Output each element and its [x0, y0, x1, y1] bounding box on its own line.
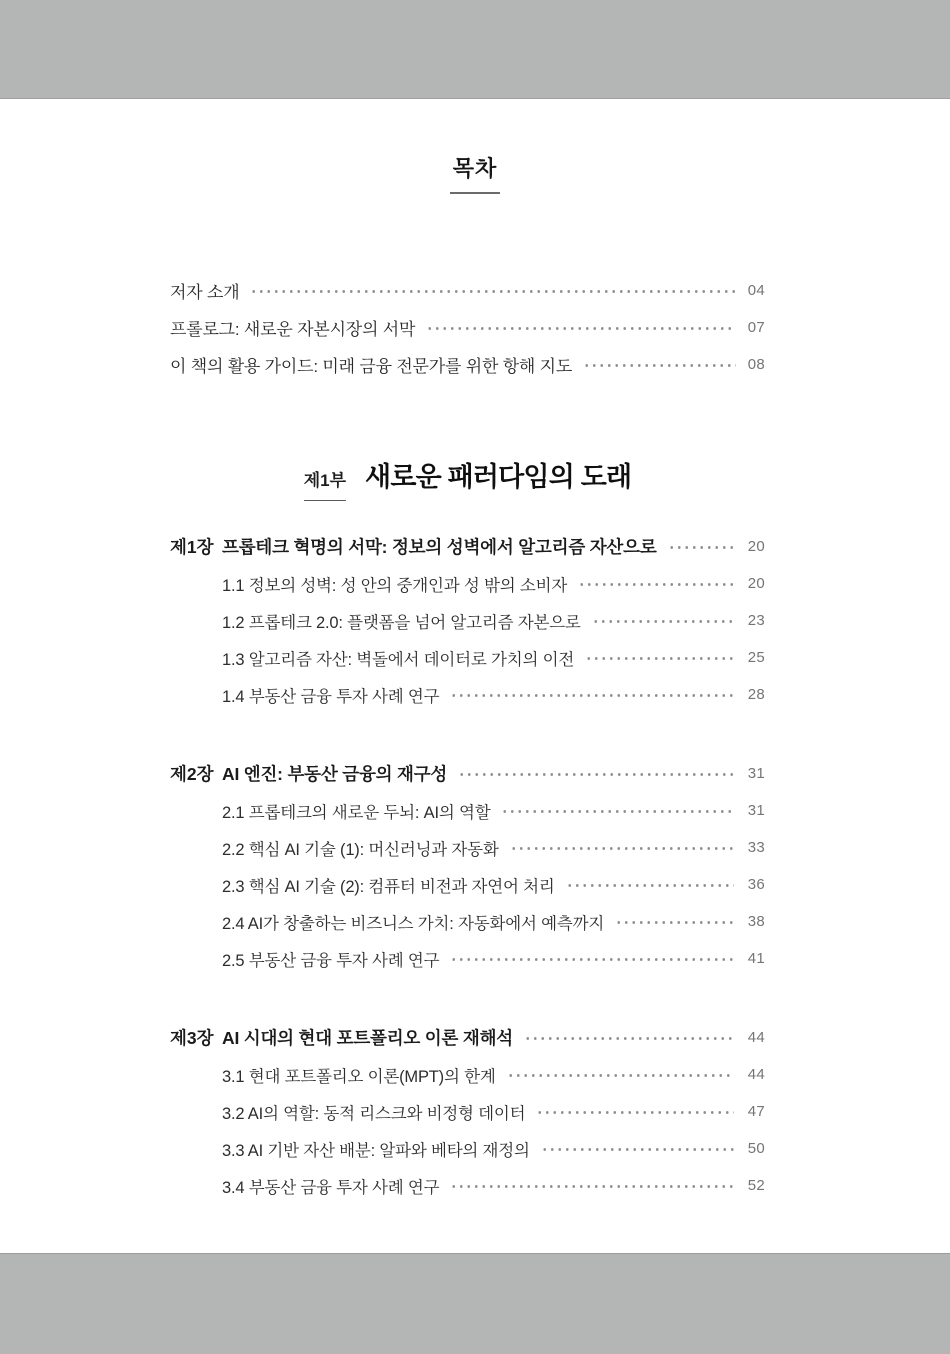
toc-entry	[222, 676, 765, 713]
page-number: 36	[747, 876, 765, 893]
front-matter-label: 프롤로그: 새로운 자본시장의 서막	[170, 320, 416, 339]
front-matter-label: 이 책의 활용 가이드: 미래 금융 전문가를 위한 항해 지도	[170, 357, 573, 376]
chapter-heading	[170, 1019, 765, 1056]
dot-leader	[668, 546, 736, 549]
toc-title: 목차	[450, 155, 501, 194]
toc-entry	[222, 903, 765, 940]
section-label: 2.3 핵심 AI 기술 (2): 컴퓨터 비전과 자연어 처리	[222, 877, 555, 896]
book-page	[0, 98, 950, 1254]
toc-content	[170, 272, 765, 1204]
chapter-title: AI 엔진: 부동산 금융의 재구성	[222, 764, 448, 784]
section-label: 3.1 현대 포트폴리오 이론(MPT)의 한계	[222, 1067, 496, 1086]
toc-entry	[170, 309, 765, 346]
section-label: 1.2 프롭테크 2.0: 플랫폼을 넘어 알고리즘 자본으로	[222, 613, 581, 632]
section-label: 2.4 AI가 창출하는 비즈니스 가치: 자동화에서 예측까지	[222, 914, 605, 933]
dot-leader	[426, 327, 736, 330]
dot-leader	[250, 290, 736, 293]
dot-leader	[501, 810, 734, 813]
section-label: 3.3 AI 기반 자산 배분: 알파와 베타의 재정의	[222, 1141, 530, 1160]
page-number: 52	[747, 1177, 765, 1194]
page-number: 08	[747, 356, 765, 373]
dot-leader	[458, 773, 736, 776]
page-number: 44	[747, 1029, 765, 1046]
dot-leader	[578, 583, 734, 586]
section-label: 3.2 AI의 역할: 동적 리스크와 비정형 데이터	[222, 1104, 526, 1123]
dot-leader	[541, 1148, 734, 1151]
page-number: 04	[747, 282, 765, 299]
page-number: 23	[747, 612, 765, 629]
toc-entry	[222, 940, 765, 977]
dot-leader	[524, 1037, 736, 1040]
toc-entry	[222, 602, 765, 639]
front-matter-label: 저자 소개	[170, 283, 240, 302]
chapter-group	[170, 528, 765, 713]
chapter-number: 제1장	[170, 537, 214, 557]
section-label: 2.1 프롭테크의 새로운 두뇌: AI의 역할	[222, 803, 491, 822]
section-list	[222, 792, 765, 977]
page-number: 20	[747, 575, 765, 592]
chapter-heading	[170, 755, 765, 792]
toc-entry	[222, 866, 765, 903]
chapter-number: 제2장	[170, 764, 214, 784]
part-header	[170, 459, 765, 501]
section-label: 1.1 정보의 성벽: 성 안의 중개인과 성 밖의 소비자	[222, 576, 568, 595]
page-number: 47	[747, 1103, 765, 1120]
section-list	[222, 1056, 765, 1204]
page-number: 20	[747, 538, 765, 555]
page-number: 25	[747, 649, 765, 666]
dot-leader	[592, 620, 734, 623]
section-label: 3.4 부동산 금융 투자 사례 연구	[222, 1178, 440, 1197]
dot-leader	[450, 694, 734, 697]
part-title: 새로운 패러다임의 도래	[365, 462, 632, 492]
section-label: 2.5 부동산 금융 투자 사례 연구	[222, 951, 440, 970]
page-number: 44	[747, 1066, 765, 1083]
section-list	[222, 565, 765, 713]
section-label: 1.3 알고리즘 자산: 벽돌에서 데이터로 가치의 이전	[222, 650, 575, 669]
toc-entry	[222, 1167, 765, 1204]
section-label: 2.2 핵심 AI 기술 (1): 머신러닝과 자동화	[222, 840, 499, 859]
dot-leader	[536, 1111, 734, 1114]
chapter-title: AI 시대의 현대 포트폴리오 이론 재해석	[222, 1028, 513, 1048]
toc-entry	[222, 1130, 765, 1167]
chapter-group	[170, 1019, 765, 1204]
front-matter-list	[170, 272, 765, 383]
dot-leader	[583, 364, 736, 367]
chapter-title: 프롭테크 혁명의 서막: 정보의 성벽에서 알고리즘 자산으로	[222, 537, 657, 557]
toc-entry	[222, 1093, 765, 1130]
toc-entry	[222, 829, 765, 866]
dot-leader	[566, 884, 734, 887]
part-number: 제1부	[304, 463, 346, 501]
chapter-group	[170, 755, 765, 977]
page-number: 31	[747, 765, 765, 782]
toc-entry	[222, 639, 765, 676]
toc-entry	[170, 272, 765, 309]
chapter-list	[170, 528, 765, 1204]
dot-leader	[450, 958, 734, 961]
dot-leader	[507, 1074, 734, 1077]
page-number: 28	[747, 686, 765, 703]
chapter-number: 제3장	[170, 1028, 214, 1048]
page-number: 31	[747, 802, 765, 819]
section-label: 1.4 부동산 금융 투자 사례 연구	[222, 687, 440, 706]
dot-leader	[510, 847, 734, 850]
page-number: 33	[747, 839, 765, 856]
toc-entry	[222, 792, 765, 829]
dot-leader	[585, 657, 734, 660]
toc-entry	[170, 346, 765, 383]
dot-leader	[615, 921, 734, 924]
toc-title-wrap	[0, 99, 950, 194]
page-number: 50	[747, 1140, 765, 1157]
toc-entry	[222, 1056, 765, 1093]
page-number: 38	[747, 913, 765, 930]
toc-entry	[222, 565, 765, 602]
page-number: 41	[747, 950, 765, 967]
dot-leader	[450, 1185, 734, 1188]
chapter-heading	[170, 528, 765, 565]
page-number: 07	[747, 319, 765, 336]
